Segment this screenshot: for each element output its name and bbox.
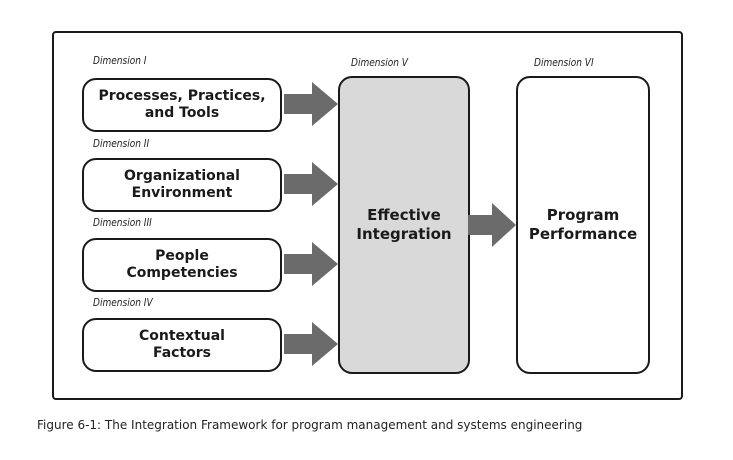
- box-line: Contextual: [139, 328, 225, 344]
- arrow-icon: [284, 322, 340, 366]
- box-line: Environment: [131, 185, 233, 201]
- dimension-4-label: Dimension IV: [93, 296, 153, 309]
- contextual-factors-box: [82, 318, 282, 372]
- arrow-icon: [468, 203, 518, 247]
- box-line: Organizational: [124, 168, 240, 184]
- figure-caption: Figure 6-1: The Integration Framework for program management and systems engineering: [37, 418, 583, 432]
- organizational-environment-box: [82, 158, 282, 212]
- dimension-5-label: Dimension V: [351, 56, 408, 69]
- dimension-6-label: Dimension VI: [534, 56, 594, 69]
- effective-integration-box: [338, 76, 470, 374]
- box-line: Effective: [367, 206, 441, 224]
- dimension-1-label: Dimension I: [93, 54, 147, 67]
- dimension-2-label: Dimension II: [93, 137, 150, 150]
- arrow-icon: [284, 242, 340, 286]
- people-competencies-box: [82, 238, 282, 292]
- dimension-3-label: Dimension III: [93, 216, 152, 229]
- box-line: Program: [546, 206, 620, 224]
- arrow-icon: [284, 162, 340, 206]
- arrow-icon: [284, 82, 340, 126]
- box-line: Factors: [152, 345, 212, 361]
- box-line: and Tools: [144, 105, 220, 121]
- box-line: People: [155, 248, 209, 264]
- box-line: Processes, Practices,: [98, 88, 266, 104]
- program-performance-box: [516, 76, 650, 374]
- box-line: Performance: [528, 225, 638, 243]
- box-line: Integration: [356, 225, 452, 243]
- box-line: Competencies: [126, 265, 238, 281]
- processes-practices-tools-box: [82, 78, 282, 132]
